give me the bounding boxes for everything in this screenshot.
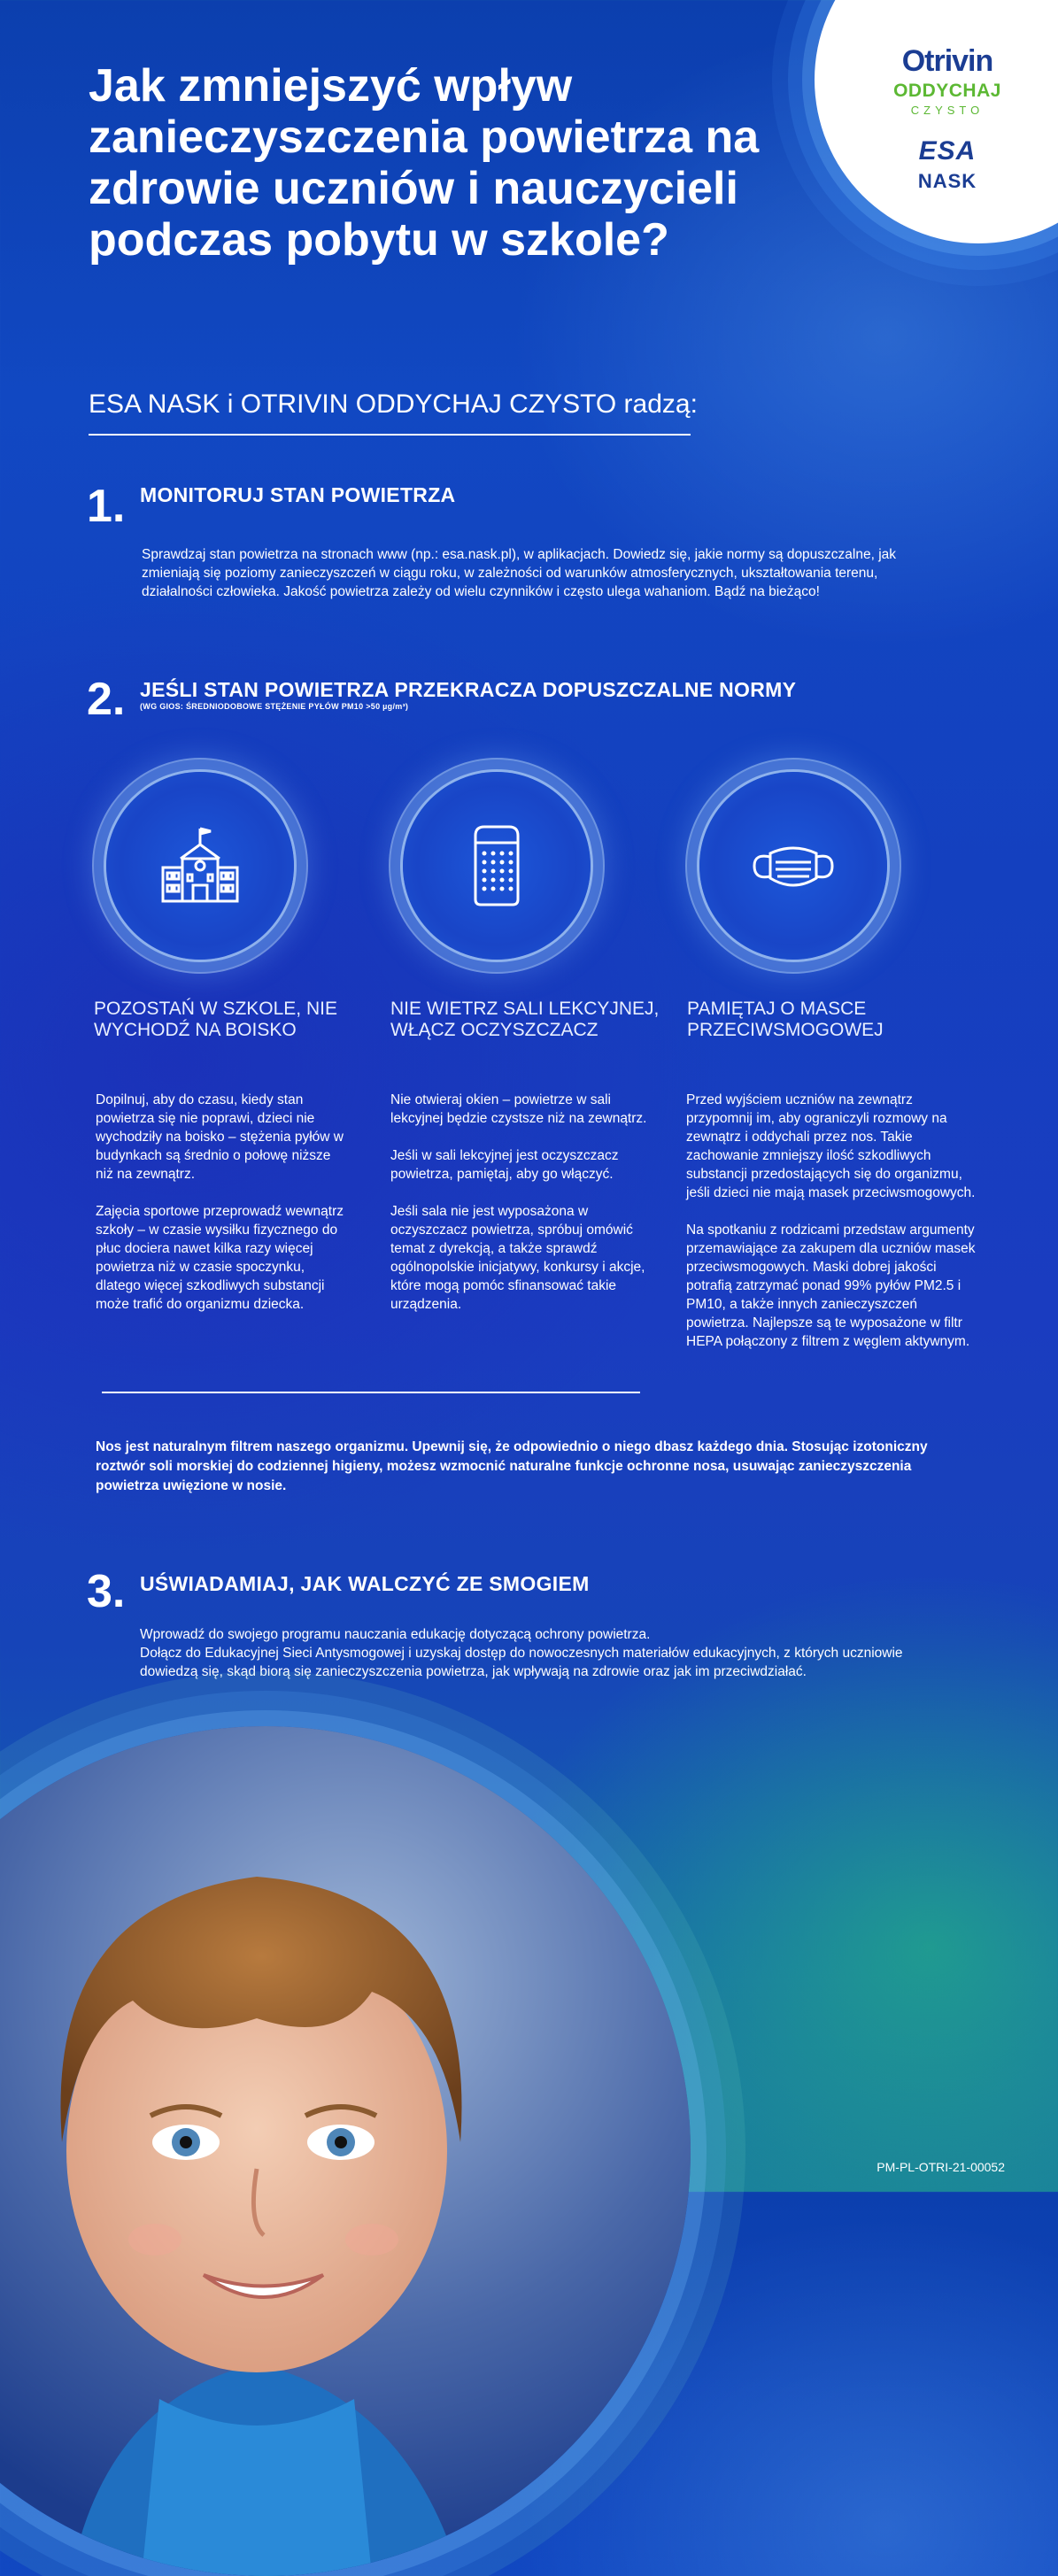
step3-text-2: Dołącz do Edukacyjnej Sieci Antysmogowej i uzyskaj dostęp do nowoczesnych materiałów edukacyjnych, z których uczniowie dowiedzą się, skąd biorą się zanieczyszczenia powietrza, jak wpływają na zdrowie oraz jak im przeciwdziałać. bbox=[140, 1646, 903, 1679]
air-purifier-icon bbox=[452, 821, 541, 910]
column2-title: NIE WIETRZ SALI LEKCYJNEJ, WŁĄCZ OCZYSZCZACZ bbox=[390, 999, 660, 1040]
otrivin-logo: Otrivin bbox=[901, 44, 993, 78]
page-title: Jak zmniejszyć wpływ zanieczyszczenia powietrza na zdrowie uczniów i nauczycieli podczas pobytu w szkole? bbox=[89, 60, 760, 266]
column1-paragraph: Zajęcia sportowe przeprowadź wewnątrz szkoły – w czasie wysiłku fizycznego do płuc dociera nawet kilka razy więcej powietrza niż w czasie spoczynku, dlatego więcej szkodliwych substancji może trafić do organizmu dziecka. bbox=[96, 1204, 344, 1312]
child-portrait-image bbox=[0, 1726, 691, 2576]
advise-underline bbox=[89, 434, 691, 436]
child-photo bbox=[0, 1726, 691, 2576]
column2-paragraph: Jeśli sala nie jest wyposażona w oczyszczacz powietrza, spróbuj omówić temat z dyrekcją, a także sprawdź ogólnopolskie inicjatywy, konkursy i akcje, które mogą pomóc sfinansować takie urządzenia. bbox=[390, 1204, 645, 1312]
column3-text bbox=[686, 1091, 978, 1369]
document-code: PM-PL-OTRI-21-00052 bbox=[877, 2160, 1005, 2174]
column1-paragraph: Dopilnuj, aby do czasu, kiedy stan powietrza się nie poprawi, dzieci nie wychodziły na boisko – stężenia pyłów w budynkach są średnio o połowę niższe niż na zewnątrz. bbox=[96, 1092, 344, 1182]
step2-title: JEŚLI STAN POWIETRZA PRZEKRACZA DOPUSZCZALNE NORMY bbox=[140, 678, 797, 701]
column1-text bbox=[96, 1091, 345, 1332]
advise-heading: ESA NASK i OTRIVIN ODDYCHAJ CZYSTO radzą: bbox=[89, 389, 698, 419]
column1-title: POZOSTAŃ W SZKOLE, NIE WYCHODŹ NA BOISKO bbox=[94, 999, 337, 1040]
school-building-icon bbox=[156, 821, 244, 910]
step3-title: UŚWIADAMIAJ, JAK WALCZYĆ ZE SMOGIEM bbox=[140, 1572, 590, 1595]
column2-paragraph: Jeśli w sali lekcyjnej jest oczyszczacz powietrza, pamiętaj, aby go włączyć. bbox=[390, 1148, 619, 1182]
nask-logo: NASK bbox=[917, 170, 977, 192]
column3-paragraph: Na spotkaniu z rodzicami przedstaw argumenty przemawiające za zakupem dla uczniów masek przeciwsmogowych. Maski dobrej jakości potrafią zatrzymać ponad 99% pyłów PM2.5 i PM10, a także innych zanieczyszczeń powietrza. Najlepsze są te wyposażone w filtr HEPA połączony z filtrem z węglem aktywnym. bbox=[686, 1222, 976, 1349]
column2-text bbox=[390, 1091, 647, 1332]
step3-number: 3. bbox=[87, 1566, 126, 1617]
face-mask-icon bbox=[749, 821, 838, 910]
mask-circle bbox=[699, 772, 887, 960]
step2-subtitle: (WG GIOS: ŚREDNIODOBOWE STĘŻENIE PYŁÓW PM10 >50 µg/m³) bbox=[140, 702, 409, 711]
column2-paragraph: Nie otwieraj okien – powietrze w sali lekcyjnej będzie czystsze niż na zewnątrz. bbox=[390, 1092, 647, 1126]
column3-title: PAMIĘTAJ O MASCE PRZECIWSMOGOWEJ bbox=[687, 999, 884, 1040]
nose-note: Nos jest naturalnym filtrem naszego organizmu. Upewnij się, że odpowiednio o niego dbasz każdego dnia. Stosując izotoniczny roztwór soli morskiej do codziennej higieny, możesz wzmocnić naturalne funkcje ochronne nosa, usuwając zanieczyszczenia powietrza uwięzione w nosie. bbox=[96, 1439, 928, 1493]
school-circle bbox=[106, 772, 294, 960]
step1-text: Sprawdzaj stan powietrza na stronach www (np.: esa.nask.pl), w aplikacjach. Dowiedz się, jakie normy są dopuszczalne, jak zmieniają się poziomy zanieczyszczeń w ciągu roku, w zależności od warunków atmosferycznych, ukształtowania terenu, działalności człowieka. Jakość powietrza zależy od wielu czynników i często ulega wahaniom. Bądź na bieżąco! bbox=[142, 547, 897, 599]
section-divider bbox=[102, 1392, 640, 1393]
esa-logo: ESA bbox=[918, 136, 977, 166]
czysto-label: CZYSTO bbox=[910, 104, 985, 117]
step2-number: 2. bbox=[87, 674, 126, 725]
column3-paragraph: Przed wyjściem uczniów na zewnątrz przypomnij im, aby ograniczyli rozmowy na zewnątrz i oddychali przez nos. Takie zachowanie zmniejszy ilość szkodliwych substancji przedostających się do organizmu, jeśli dzieci nie mają masek przeciwsmogowych. bbox=[686, 1092, 976, 1200]
step1-number: 1. bbox=[87, 481, 126, 532]
brand-logos bbox=[872, 44, 1023, 193]
purifier-circle bbox=[403, 772, 591, 960]
step3-text-1: Wprowadź do swojego programu nauczania edukację dotyczącą ochrony powietrza. bbox=[140, 1627, 651, 1642]
step1-title: MONITORUJ STAN POWIETRZA bbox=[140, 483, 456, 506]
oddychaj-label: ODDYCHAJ bbox=[893, 81, 1001, 101]
